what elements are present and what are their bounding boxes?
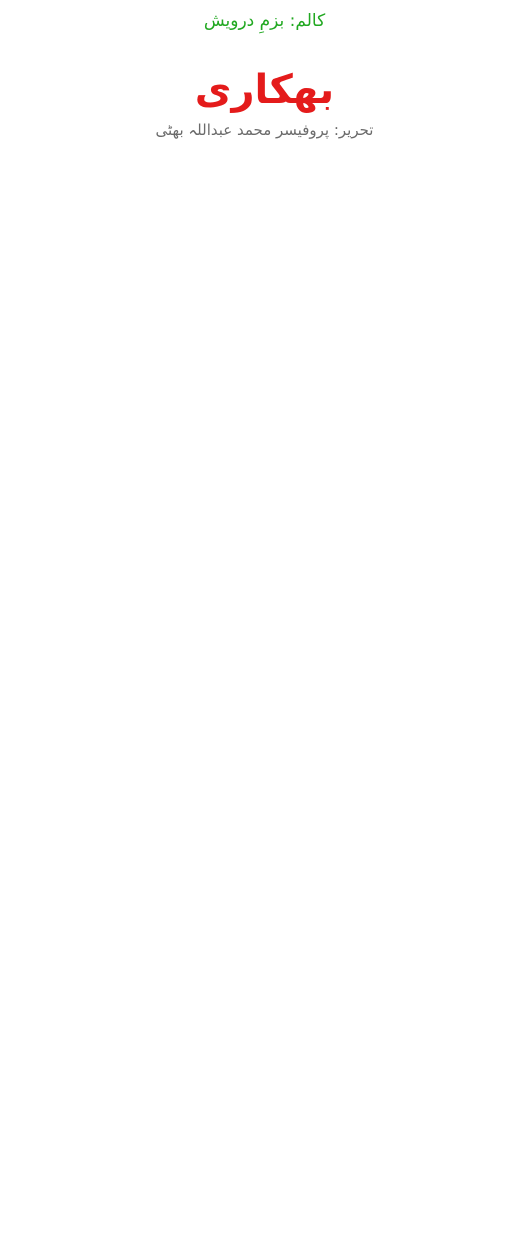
article-body <box>10 168 519 1253</box>
body-line <box>10 623 519 658</box>
body-line <box>10 238 519 273</box>
body-line <box>10 868 519 903</box>
body-line <box>10 413 519 448</box>
body-line <box>10 833 519 868</box>
body-line <box>10 308 519 343</box>
body-line <box>10 588 519 623</box>
author-byline: تحریر: پروفیسر محمد عبداللہ بھٹی <box>155 121 374 139</box>
body-line <box>10 553 519 588</box>
column-label: کالم: بزمِ درویش <box>203 11 326 31</box>
body-line <box>10 763 519 798</box>
body-line <box>10 1008 519 1043</box>
body-line <box>10 483 519 518</box>
body-line <box>10 693 519 728</box>
body-line <box>10 378 519 413</box>
article-title: بھکاری <box>194 67 335 113</box>
body-line <box>10 1043 519 1078</box>
body-line <box>10 343 519 378</box>
body-line <box>10 938 519 973</box>
body-line <box>10 1113 519 1148</box>
body-line <box>10 1148 519 1183</box>
body-line <box>10 798 519 833</box>
body-line <box>10 1183 519 1218</box>
body-line <box>10 1078 519 1113</box>
body-line <box>10 973 519 1008</box>
body-line <box>10 203 519 238</box>
body-line <box>10 903 519 938</box>
body-line <box>10 168 519 203</box>
body-line <box>10 1218 519 1253</box>
body-line <box>10 658 519 693</box>
body-line <box>10 273 519 308</box>
body-line <box>10 728 519 763</box>
body-line <box>10 518 519 553</box>
body-line <box>10 448 519 483</box>
